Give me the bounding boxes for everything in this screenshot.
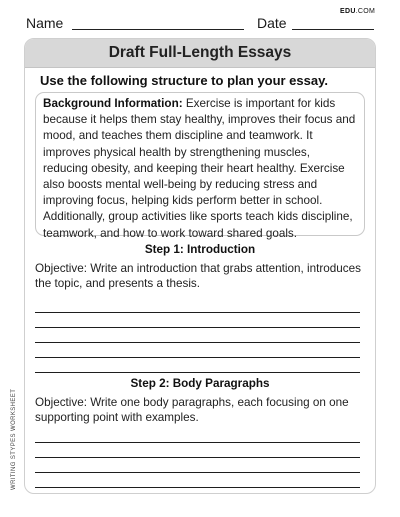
background-label: Background Information: <box>43 97 183 110</box>
step-2-write-line-2[interactable] <box>35 457 360 458</box>
step-1-objective: Objective: Write an introduction that grabs attention, introduces the topic, and presents a thesis. <box>35 262 361 290</box>
instructions: Use the following structure to plan your essay. <box>40 73 328 88</box>
brand-tld: .COM <box>355 8 376 15</box>
brand-main: EDU <box>340 8 356 15</box>
step-2-heading: Step 2: Body Paragraphs <box>130 377 270 390</box>
step-1-write-line-5[interactable] <box>35 372 360 373</box>
background-info-box <box>35 92 365 240</box>
side-label: WRITING STYPES WORKSHEET <box>11 388 17 490</box>
date-line <box>292 29 374 30</box>
name-line <box>72 29 244 30</box>
worksheet-title: Draft Full-Length Essays <box>25 39 375 68</box>
step-1-write-line-1[interactable] <box>35 312 360 313</box>
step-1-write-line-3[interactable] <box>35 342 360 343</box>
step-1-heading: Step 1: Introduction <box>144 243 256 256</box>
step-2-write-line-3[interactable] <box>35 472 360 473</box>
date-label: Date <box>257 15 287 31</box>
step-1-write-line-2[interactable] <box>35 327 360 328</box>
brand-logo <box>340 8 375 15</box>
background-text: Exercise is important for kids because it helps them stay healthy, improves their focus and mood, and teaches them discipline and teamwork. It improves physical health by strengthening muscles, reducing obesity, and keeping their heart healthy. Exercise also boosts mental well-being by reducing stress and improving focus, helping kids perform better in school. Additionally, group activities like sports teach kids discipline, teamwork, and how to work toward shared goals. <box>43 97 356 240</box>
step-2-write-line-4[interactable] <box>35 487 360 488</box>
name-label: Name <box>26 15 64 31</box>
step-1-write-line-4[interactable] <box>35 357 360 358</box>
worksheet-card <box>24 38 376 494</box>
step-2-objective: Objective: Write one body paragraphs, each focusing on one supporting point with examples. <box>35 396 349 424</box>
step-2-write-line-1[interactable] <box>35 442 360 443</box>
